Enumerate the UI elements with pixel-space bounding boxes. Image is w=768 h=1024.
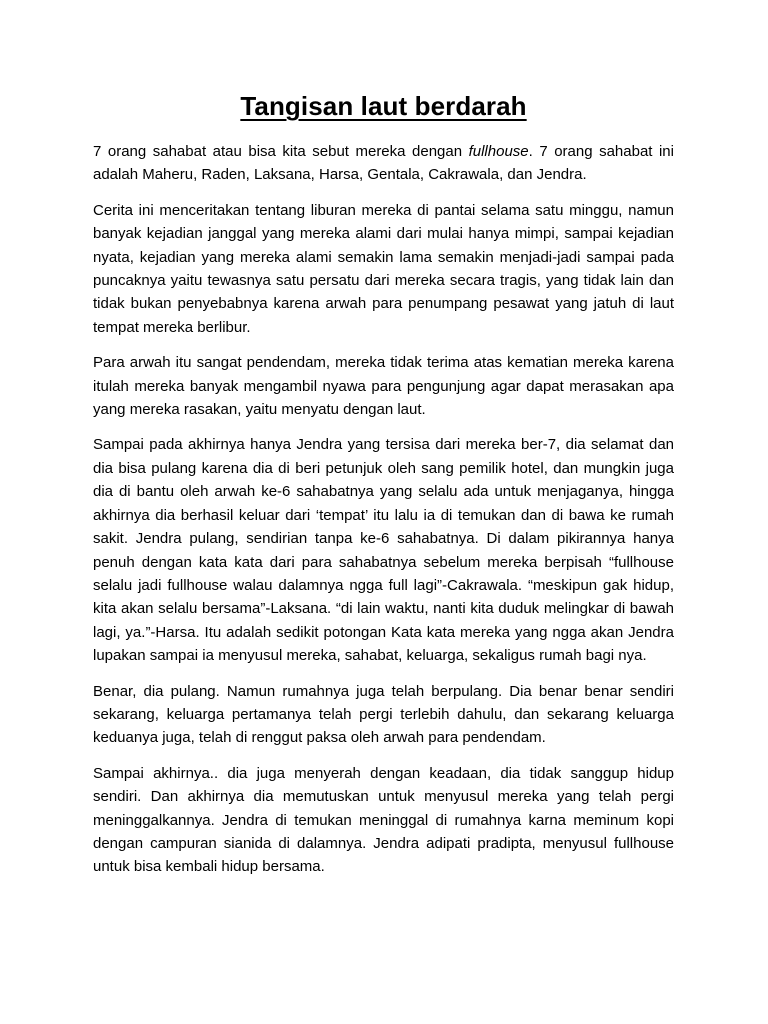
paragraph-jendra-survives: Sampai pada akhirnya hanya Jendra yang tersisa dari mereka ber-7, dia selamat dan dia bisa pulang karena dia di beri petunjuk oleh sang pemilik hotel, dan mungkin juga dia di bantu oleh arwah ke-6 sahabatnya yang selalu ada untuk menjaganya, hingga akhirnya dia berhasil keluar dari ‘tempat’ itu lalu ia di temukan dan di bawa ke rumah sakit. Jendra pulang, sendirian tanpa ke-6 sahabatnya. Di dalam pikirannya hanya penuh dengan kata kata dari para sahabatnya sebelum mereka berpisah “fullhouse selalu jadi fullhouse walau dalamnya ngga full lagi”-Cakrawala. “meskipun gak hidup, kita akan selalu bersama”-Laksana. “di lain waktu, nanti kita duduk melingkar di bawah lagi, ya.”-Harsa. Itu adalah sedikit potongan Kata kata mereka yang ngga akan Jendra lupakan sampai ia menyusul mereka, sahabat, keluarga, sekaligus rumah bagi nya. bbox=[93, 436, 674, 665]
paragraph-spirits: Para arwah itu sangat pendendam, mereka tidak terima atas kematian mereka karena itulah mereka banyak mengambil nyawa para pengunjung agar dapat merasakan apa yang mereka rasakan, yaitu menyatu dengan laut. bbox=[93, 354, 674, 419]
paragraph-ending: Sampai akhirnya.. dia juga menyerah dengan keadaan, dia tidak sanggup hidup sendiri. Dan akhirnya dia memutuskan untuk menyusul mereka yang telah pergi meninggalkannya. Jendra di temukan meninggal di rumahnya karna meminum kopi dengan campuran sianida di dalamnya. Jendra adipati pradipta, menyusul fullhouse untuk bisa kembali hidup bersama. bbox=[93, 764, 674, 876]
paragraph-intro-text-start: 7 orang sahabat atau bisa kita sebut mereka dengan bbox=[93, 143, 469, 160]
paragraph-story-summary: Cerita ini menceritakan tentang liburan mereka di pantai selama satu minggu, namun banyak kejadian janggal yang mereka alami dari mulai hanya mimpi, sampai kejadian nyata, kejadian yang mereka alami semakin lama semakin menjadi-jadi sampai pada puncaknya yaitu tewasnya satu persatu dari mereka secara tragis, yang tidak lain dan tidak bukan penyebabnya karena arwah para penumpang pesawat yang jatuh di laut tempat mereka berlibur. bbox=[93, 201, 674, 336]
document-title: Tangisan laut berdarah bbox=[240, 91, 527, 121]
fullhouse-italic: fullhouse bbox=[468, 143, 529, 160]
paragraph-homecoming: Benar, dia pulang. Namun rumahnya juga telah berpulang. Dia benar benar sendiri sekarang, keluarga pertamanya telah pergi terlebih dahulu, dan sekarang keluarga keduanya juga, telah di renggut paksa oleh arwah para pendendam. bbox=[93, 682, 674, 747]
paragraph-intro-text-end: . 7 orang sahabat ini adalah Maheru, Raden, Laksana, Harsa, Gentala, Cakrawala, dan Jendra. bbox=[93, 143, 674, 184]
paragraph-intro bbox=[93, 140, 674, 187]
